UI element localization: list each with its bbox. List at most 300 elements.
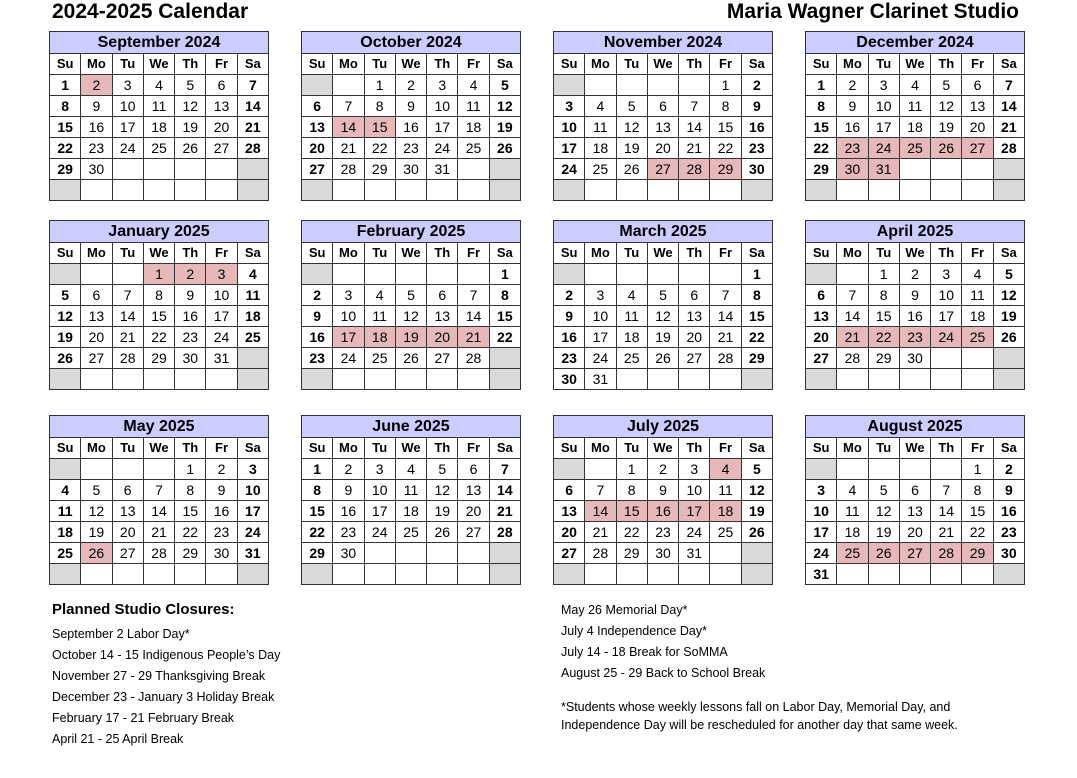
day-cell: 30 (993, 543, 1024, 564)
day-cell: 30 (554, 369, 585, 390)
empty-cell (679, 180, 710, 201)
weekday-label: Tu (364, 243, 395, 264)
weekday-label: Fr (206, 438, 237, 459)
day-cell: 30 (741, 159, 772, 180)
day-cell: 26 (175, 138, 206, 159)
day-cell: 21 (143, 522, 174, 543)
empty-cell (710, 369, 741, 390)
empty-cell (647, 180, 678, 201)
day-cell: 9 (899, 285, 930, 306)
day-cell: 26 (616, 159, 647, 180)
empty-cell (175, 159, 206, 180)
day-cell: 24 (679, 522, 710, 543)
day-cell: 31 (585, 369, 616, 390)
day-cell: 31 (206, 348, 237, 369)
empty-cell (868, 369, 899, 390)
day-cell: 18 (50, 522, 81, 543)
day-cell: 19 (741, 501, 772, 522)
week-row (806, 501, 1025, 522)
day-cell: 14 (710, 306, 741, 327)
day-cell: 15 (302, 501, 333, 522)
day-cell: 4 (585, 96, 616, 117)
day-cell: 13 (899, 501, 930, 522)
week-row (302, 180, 521, 201)
week-row (302, 117, 521, 138)
day-cell: 31 (806, 564, 837, 585)
day-cell: 21 (585, 522, 616, 543)
day-cell: 23 (81, 138, 112, 159)
weekday-label: We (143, 54, 174, 75)
day-cell: 6 (81, 285, 112, 306)
empty-cell (616, 180, 647, 201)
month-calendar (805, 415, 1025, 585)
day-cell: 20 (806, 327, 837, 348)
day-cell: 21 (993, 117, 1024, 138)
day-cell: 18 (143, 117, 174, 138)
empty-cell (931, 564, 962, 585)
day-cell: 24 (554, 159, 585, 180)
day-cell: 9 (333, 480, 364, 501)
empty-cell (364, 564, 395, 585)
day-cell: 5 (427, 459, 458, 480)
weekday-label: Su (50, 54, 81, 75)
day-cell: 27 (647, 159, 678, 180)
day-cell: 23 (302, 348, 333, 369)
weekday-label: Th (427, 54, 458, 75)
week-row (302, 96, 521, 117)
day-cell: 15 (175, 501, 206, 522)
day-cell: 1 (302, 459, 333, 480)
day-cell: 20 (302, 138, 333, 159)
day-cell: 10 (585, 306, 616, 327)
day-cell: 26 (993, 327, 1024, 348)
day-cell: 1 (143, 264, 174, 285)
week-row (50, 285, 269, 306)
day-cell: 10 (206, 285, 237, 306)
day-cell: 1 (175, 459, 206, 480)
weekday-label: Tu (616, 438, 647, 459)
day-cell: 19 (50, 327, 81, 348)
day-cell: 20 (554, 522, 585, 543)
day-cell: 13 (554, 501, 585, 522)
month-title: March 2025 (553, 220, 773, 242)
empty-cell (364, 543, 395, 564)
empty-cell (458, 564, 489, 585)
empty-cell (741, 369, 772, 390)
weekday-label: Mo (333, 243, 364, 264)
week-row (50, 522, 269, 543)
day-cell: 5 (175, 75, 206, 96)
day-cell: 16 (554, 327, 585, 348)
month-title: September 2024 (49, 31, 269, 53)
empty-cell (458, 369, 489, 390)
weekday-label: Sa (993, 438, 1024, 459)
week-row (554, 117, 773, 138)
weekday-label: Sa (993, 54, 1024, 75)
day-cell: 30 (81, 159, 112, 180)
empty-cell (427, 264, 458, 285)
empty-cell (143, 459, 174, 480)
week-row (50, 564, 269, 585)
day-cell: 30 (647, 543, 678, 564)
day-cell: 19 (868, 522, 899, 543)
day-cell: 7 (112, 285, 143, 306)
day-cell: 11 (143, 96, 174, 117)
empty-cell (489, 543, 520, 564)
day-cell: 15 (364, 117, 395, 138)
week-row (50, 75, 269, 96)
empty-cell (112, 159, 143, 180)
closure-item: October 14 - 15 Indigenous People’s Day (52, 648, 281, 662)
week-row (302, 348, 521, 369)
weekday-label: Sa (237, 243, 268, 264)
day-cell: 27 (112, 543, 143, 564)
week-row (50, 117, 269, 138)
closure-item: August 25 - 29 Back to School Break (561, 666, 766, 680)
empty-cell (427, 369, 458, 390)
month-calendar (301, 31, 521, 201)
day-cell: 23 (741, 138, 772, 159)
day-cell: 29 (868, 348, 899, 369)
empty-cell (899, 564, 930, 585)
empty-cell (710, 543, 741, 564)
weekday-label: Mo (81, 438, 112, 459)
month-calendar (301, 220, 521, 390)
day-cell: 22 (962, 522, 993, 543)
day-cell: 11 (710, 480, 741, 501)
day-cell: 12 (81, 501, 112, 522)
day-cell: 17 (427, 117, 458, 138)
day-cell: 11 (395, 480, 426, 501)
weekday-label: Su (302, 243, 333, 264)
day-cell: 29 (806, 159, 837, 180)
week-row (806, 369, 1025, 390)
day-cell: 21 (931, 522, 962, 543)
weekday-label: Th (427, 243, 458, 264)
week-row (554, 159, 773, 180)
day-cell: 7 (679, 96, 710, 117)
day-cell: 3 (364, 459, 395, 480)
weekday-label: Fr (962, 438, 993, 459)
weekday-label: Fr (206, 243, 237, 264)
week-row (554, 369, 773, 390)
weekday-label: Fr (710, 243, 741, 264)
day-cell: 14 (489, 480, 520, 501)
day-cell: 7 (710, 285, 741, 306)
day-cell: 5 (50, 285, 81, 306)
week-row (302, 138, 521, 159)
week-row (806, 159, 1025, 180)
month-grid (49, 437, 269, 585)
day-cell: 29 (710, 159, 741, 180)
day-cell: 3 (868, 75, 899, 96)
day-cell: 15 (741, 306, 772, 327)
empty-cell (458, 264, 489, 285)
week-row (302, 264, 521, 285)
weekday-label: Mo (333, 54, 364, 75)
day-cell: 26 (931, 138, 962, 159)
day-cell: 27 (302, 159, 333, 180)
day-cell: 8 (364, 96, 395, 117)
day-cell: 25 (710, 522, 741, 543)
day-cell: 16 (206, 501, 237, 522)
empty-cell (585, 564, 616, 585)
day-cell: 8 (489, 285, 520, 306)
day-cell: 27 (962, 138, 993, 159)
day-cell: 26 (50, 348, 81, 369)
day-cell: 22 (806, 138, 837, 159)
day-cell: 23 (899, 327, 930, 348)
day-cell: 16 (333, 501, 364, 522)
day-cell: 14 (458, 306, 489, 327)
day-cell: 29 (962, 543, 993, 564)
day-cell: 26 (81, 543, 112, 564)
day-cell: 11 (585, 117, 616, 138)
day-cell: 17 (206, 306, 237, 327)
weekday-label: Fr (710, 438, 741, 459)
day-cell: 2 (395, 75, 426, 96)
empty-cell (616, 264, 647, 285)
empty-cell (112, 180, 143, 201)
empty-cell (175, 369, 206, 390)
empty-cell (962, 564, 993, 585)
empty-cell (395, 264, 426, 285)
day-cell: 10 (806, 501, 837, 522)
day-cell: 22 (143, 327, 174, 348)
weekday-label: Fr (962, 243, 993, 264)
day-cell: 1 (489, 264, 520, 285)
day-cell: 10 (679, 480, 710, 501)
day-cell: 15 (962, 501, 993, 522)
week-row (554, 348, 773, 369)
weekday-label: Mo (837, 438, 868, 459)
day-cell: 13 (112, 501, 143, 522)
empty-cell (837, 264, 868, 285)
day-cell: 8 (616, 480, 647, 501)
day-cell: 3 (237, 459, 268, 480)
day-cell: 3 (931, 264, 962, 285)
day-cell: 26 (489, 138, 520, 159)
weekday-label: Mo (837, 243, 868, 264)
empty-cell (710, 180, 741, 201)
empty-cell (427, 543, 458, 564)
day-cell: 21 (489, 501, 520, 522)
day-cell: 15 (143, 306, 174, 327)
month-calendar (553, 31, 773, 201)
empty-cell (931, 348, 962, 369)
weekday-label: Sa (489, 243, 520, 264)
day-cell: 1 (806, 75, 837, 96)
day-cell: 25 (837, 543, 868, 564)
closures-list-right (561, 600, 1031, 734)
empty-cell (50, 564, 81, 585)
day-cell: 29 (616, 543, 647, 564)
closure-item: May 26 Memorial Day* (561, 603, 688, 617)
empty-cell (806, 180, 837, 201)
day-cell: 3 (427, 75, 458, 96)
day-cell: 8 (962, 480, 993, 501)
empty-cell (489, 159, 520, 180)
empty-cell (837, 564, 868, 585)
day-cell: 8 (741, 285, 772, 306)
day-cell: 2 (837, 75, 868, 96)
weekday-label: We (143, 243, 174, 264)
day-cell: 27 (206, 138, 237, 159)
empty-cell (679, 564, 710, 585)
day-cell: 6 (806, 285, 837, 306)
week-row (806, 543, 1025, 564)
empty-cell (837, 459, 868, 480)
weekday-label: Th (679, 438, 710, 459)
month-calendar (49, 31, 269, 201)
week-row (302, 327, 521, 348)
day-cell: 22 (50, 138, 81, 159)
day-cell: 8 (175, 480, 206, 501)
empty-cell (302, 564, 333, 585)
day-cell: 30 (899, 348, 930, 369)
weekday-label: Su (806, 243, 837, 264)
day-cell: 10 (554, 117, 585, 138)
weekday-label: Sa (489, 54, 520, 75)
day-cell: 7 (458, 285, 489, 306)
day-cell: 2 (333, 459, 364, 480)
day-cell: 28 (993, 138, 1024, 159)
weekday-label: Fr (458, 438, 489, 459)
day-cell: 12 (616, 117, 647, 138)
weekday-label: Mo (585, 438, 616, 459)
day-cell: 27 (81, 348, 112, 369)
day-cell: 9 (837, 96, 868, 117)
day-cell: 5 (489, 75, 520, 96)
week-row (554, 501, 773, 522)
day-cell: 25 (395, 522, 426, 543)
day-cell: 22 (302, 522, 333, 543)
empty-cell (333, 369, 364, 390)
day-cell: 26 (868, 543, 899, 564)
empty-cell (585, 264, 616, 285)
day-cell: 12 (427, 480, 458, 501)
day-cell: 20 (112, 522, 143, 543)
day-cell: 7 (333, 96, 364, 117)
week-row (806, 75, 1025, 96)
day-cell: 14 (333, 117, 364, 138)
day-cell: 4 (395, 459, 426, 480)
day-cell: 13 (679, 306, 710, 327)
empty-cell (806, 369, 837, 390)
day-cell: 10 (427, 96, 458, 117)
empty-cell (175, 564, 206, 585)
week-row (806, 285, 1025, 306)
day-cell: 4 (364, 285, 395, 306)
empty-cell (489, 564, 520, 585)
week-row (50, 369, 269, 390)
day-cell: 1 (962, 459, 993, 480)
week-row (50, 501, 269, 522)
day-cell: 5 (993, 264, 1024, 285)
day-cell: 27 (427, 348, 458, 369)
week-row (554, 138, 773, 159)
weekday-label: Su (554, 438, 585, 459)
day-cell: 19 (395, 327, 426, 348)
day-cell: 6 (206, 75, 237, 96)
weekday-label: Sa (741, 54, 772, 75)
empty-cell (616, 75, 647, 96)
day-cell: 2 (899, 264, 930, 285)
day-cell: 10 (333, 306, 364, 327)
empty-cell (647, 75, 678, 96)
week-row (302, 285, 521, 306)
empty-cell (143, 369, 174, 390)
day-cell: 17 (679, 501, 710, 522)
empty-cell (50, 264, 81, 285)
empty-cell (868, 180, 899, 201)
week-row (806, 306, 1025, 327)
day-cell: 12 (50, 306, 81, 327)
week-row (554, 459, 773, 480)
weekday-label: Tu (616, 243, 647, 264)
month-title: May 2025 (49, 415, 269, 437)
day-cell: 11 (899, 96, 930, 117)
day-cell: 25 (50, 543, 81, 564)
day-cell: 22 (175, 522, 206, 543)
empty-cell (616, 369, 647, 390)
day-cell: 7 (837, 285, 868, 306)
day-cell: 24 (112, 138, 143, 159)
week-row (50, 138, 269, 159)
week-row (554, 327, 773, 348)
day-cell: 23 (647, 522, 678, 543)
week-row (302, 564, 521, 585)
day-cell: 8 (302, 480, 333, 501)
week-row (806, 480, 1025, 501)
day-cell: 18 (962, 306, 993, 327)
day-cell: 24 (237, 522, 268, 543)
day-cell: 22 (364, 138, 395, 159)
empty-cell (81, 180, 112, 201)
day-cell: 16 (647, 501, 678, 522)
day-cell: 14 (679, 117, 710, 138)
day-cell: 28 (237, 138, 268, 159)
empty-cell (237, 369, 268, 390)
empty-cell (364, 180, 395, 201)
day-cell: 4 (616, 285, 647, 306)
weekday-label: Mo (585, 54, 616, 75)
day-cell: 27 (458, 522, 489, 543)
weekday-label: Th (931, 243, 962, 264)
week-row (302, 543, 521, 564)
empty-cell (585, 180, 616, 201)
day-cell: 13 (647, 117, 678, 138)
day-cell: 28 (837, 348, 868, 369)
empty-cell (175, 180, 206, 201)
empty-cell (554, 180, 585, 201)
empty-cell (50, 459, 81, 480)
week-row (302, 306, 521, 327)
empty-cell (616, 564, 647, 585)
day-cell: 15 (50, 117, 81, 138)
empty-cell (489, 369, 520, 390)
weekday-label: We (395, 54, 426, 75)
day-cell: 24 (868, 138, 899, 159)
day-cell: 31 (237, 543, 268, 564)
empty-cell (112, 459, 143, 480)
day-cell: 1 (710, 75, 741, 96)
day-cell: 29 (741, 348, 772, 369)
month-title: January 2025 (49, 220, 269, 242)
day-cell: 6 (962, 75, 993, 96)
month-grid (301, 242, 521, 390)
day-cell: 21 (237, 117, 268, 138)
